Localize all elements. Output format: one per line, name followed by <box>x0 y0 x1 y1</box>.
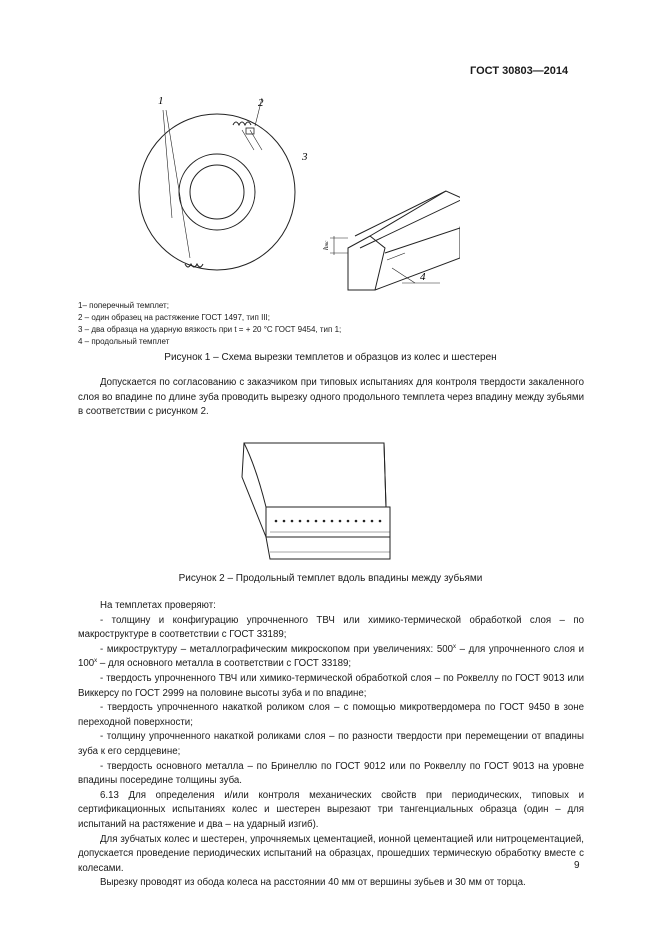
list-item: - толщину упрочненного накаткой роликами слоя – по разности твердости при перемещении от впадины зуба к его сердцевине; <box>78 731 584 757</box>
legend-item: 2 – один образец на растяжение ГОСТ 1497, тип III; <box>78 313 270 322</box>
list-item: - микроструктуру – металлографическим микроскопом при увеличениях: 500$^x$ – для упрочненного слоя и 100$^x$ – для основного металла в соответствии с ГОСТ 33189; <box>78 643 585 670</box>
longitudinal-templet <box>348 191 460 290</box>
body-text <box>78 599 584 891</box>
wheel-bore <box>190 165 244 219</box>
clause-6-13: 6.13 Для определения и/или контроля механических свойств при периодических, типовых и сертификационных испытаниях колес и шестерен вырезают три тангенциальных образца (один – для испытаний на растяжение и два – на ударный изгиб). <box>78 789 584 830</box>
list-item: - твердость основного металла – по Бринеллю по ГОСТ 9012 или по Роквеллу по ГОСТ 9013 на уровне впадины посередине толщины зуба. <box>78 760 584 787</box>
legend-item: 1– поперечный темплет; <box>78 301 169 310</box>
callout-4: 4 <box>420 271 426 283</box>
callout-1: 1 <box>158 95 164 107</box>
figure-1-caption: Рисунок 1 – Схема вырезки темплетов и образцов из колес и шестерен <box>164 352 497 363</box>
dim-h-label: hтс <box>322 240 330 250</box>
figure-1-drawing <box>130 88 460 298</box>
tooth-marks-top <box>233 122 251 125</box>
paragraph-1: Допускается по согласованию с заказчиком при типовых испытаниях для контроля твердости закаленного слоя во впадине по длине зуба проводить вырезку одного продольного темплета через впадину между зубьями в соответствии с рисунком 2. <box>78 377 584 418</box>
wheel-outer-rim <box>139 114 295 270</box>
figure-1-legend <box>78 300 341 348</box>
legend-item: 3 – два образца на ударную вязкость при t = + 20 °С ГОСТ 9454, тип 1; <box>78 325 342 334</box>
list-item: - твердость упрочненного накаткой роликом слоя – с помощью микротвердомера по ГОСТ 9450 в зоне переходной поверхности; <box>78 702 584 728</box>
paragraph-cut: Вырезку проводят из обода колеса на расстоянии 40 мм от вершины зубьев и 30 мм от торца. <box>100 877 526 889</box>
list-item: - твердость упрочненного ТВЧ или химико-термической обработкой слоя – по Роквеллу по ГОСТ 9013 или Виккерсу по ГОСТ 2999 на половине высоты зуба и по впадине; <box>78 672 584 699</box>
intro: На темплетах проверяют: <box>100 600 216 611</box>
list-item: - толщину и конфигурацию упрочненного ТВЧ или химико-термической обработкой слоя – по макроструктуре в соответствии с ГОСТ 33189; <box>78 614 584 641</box>
document-header: ГОСТ 30803—2014 <box>470 65 569 77</box>
page-number: 9 <box>574 860 580 871</box>
callout-3: 3 <box>302 151 308 163</box>
figure-2-caption: Рисунок 2 – Продольный темплет вдоль впадины между зубьями <box>178 573 483 584</box>
figure-2-drawing <box>236 437 396 565</box>
paragraph-cementation: Для зубчатых колес и шестерен, упрочняемых цементацией, ионной цементацией или нитроцементацией, допускается проведение периодических испытаний на образцах, прошедших термическую обработку вместе с колесами. <box>78 833 584 874</box>
legend-item: 4 – продольный темплет <box>78 337 170 346</box>
callout-2: 2 <box>258 97 264 109</box>
